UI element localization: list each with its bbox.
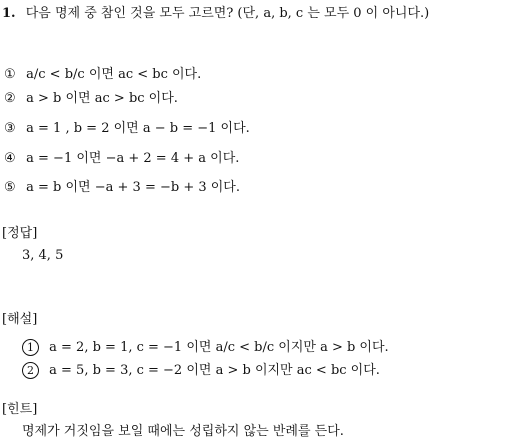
choice-5-text: a = b 이면 −a + 3 = −b + 3 이다. <box>26 180 241 195</box>
explanation-label: [해설] <box>2 312 38 327</box>
explanation-item-2-text: a = 5, b = 3, c = −2 이면 a > b 이지만 ac < bc 이다. <box>49 363 380 378</box>
choice-2-mark: ② <box>4 91 16 106</box>
hint-label: [힌트] <box>2 402 38 417</box>
choice-5 <box>4 180 240 196</box>
answer-value: 3, 4, 5 <box>22 248 64 263</box>
question-text: 다음 명제 중 참인 것을 모두 고르면? (단, a, b, c 는 모두 0 이 아니다.) <box>25 6 430 21</box>
answer-label: [정답] <box>2 226 38 241</box>
choice-3-text: a = 1 , b = 2 이면 a − b = −1 이다. <box>26 121 250 136</box>
explanation-item-1 <box>22 334 389 362</box>
choice-4-mark: ④ <box>4 151 16 166</box>
choice-2 <box>4 91 178 107</box>
choice-3-mark: ③ <box>4 121 16 136</box>
hint-text: 명제가 거짓임을 보일 때에는 성립하지 않는 반례를 든다. <box>22 424 344 439</box>
explanation-item-2 <box>22 362 380 379</box>
choice-1-text: a/c < b/c 이면 ac < bc 이다. <box>26 67 202 82</box>
choice-4 <box>4 151 239 167</box>
choice-1-mark: ① <box>4 67 16 82</box>
choice-5-mark: ⑤ <box>4 180 16 195</box>
choice-1 <box>4 60 201 90</box>
choice-3 <box>4 121 250 137</box>
explanation-item-1-text: a = 2, b = 1, c = −1 이면 a/c < b/c 이지만 a > b 이다. <box>49 340 389 355</box>
question-number: 1. <box>2 6 16 21</box>
explanation-item-2-mark: 2 <box>22 362 39 379</box>
explanation-item-1-mark: 1 <box>22 339 39 356</box>
choice-4-text: a = −1 이면 −a + 2 = 4 + a 이다. <box>26 151 240 166</box>
choice-2-text: a > b 이면 ac > bc 이다. <box>26 91 178 106</box>
question-line <box>2 6 429 22</box>
